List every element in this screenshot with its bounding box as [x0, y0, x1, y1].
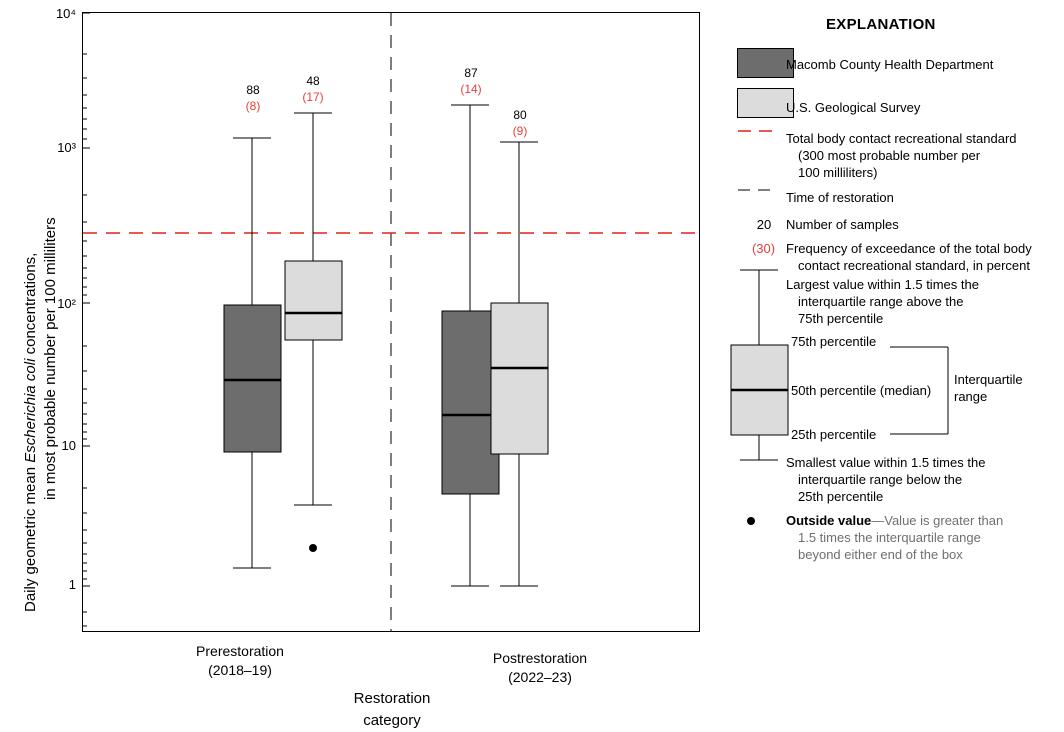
legend-label-outside-value [786, 512, 1064, 563]
y-axis-subtitle-text: in most probable number per 100 milliliters [42, 217, 59, 500]
x-axis-title [292, 688, 492, 732]
legend-label-p25: 25th percentile [791, 427, 877, 442]
legend-standard-line2: (300 most probable number per [798, 148, 981, 163]
legend-label-time-of-restoration: Time of restoration [786, 190, 894, 205]
legend-label-mchd: Macomb County Health Department [786, 57, 994, 72]
x-tick-line2: (2022–23) [508, 669, 572, 685]
legend-label-iqr [954, 371, 1064, 405]
legend-sample-number: 20 [756, 217, 772, 232]
x-tick-label-prerestoration [140, 642, 340, 680]
legend-smallest-line1: Smallest value within 1.5 times the [786, 455, 986, 470]
legend-label-p50: 50th percentile (median) [791, 383, 932, 398]
box-annotation-n-3: 87 [464, 66, 478, 80]
legend-exceedance-line2: contact recreational standard, in percent [798, 258, 1030, 273]
y-axis-title-part2: concentrations, [22, 252, 39, 359]
box-annotation-n-1: 88 [246, 83, 260, 97]
x-tick-line1: Prerestoration [196, 643, 284, 659]
legend-label-exceedance [786, 240, 1064, 274]
x-tick-line2: (2018–19) [208, 662, 272, 678]
y-axis-title-part1: Daily geometric mean [22, 462, 39, 612]
legend-outside-bold: Outside value [786, 513, 872, 528]
y-tick-label-100: 10² [57, 296, 76, 311]
legend-exceedance-line1: Frequency of exceedance of the total body [786, 241, 1032, 256]
legend [734, 8, 1056, 608]
legend-largest-line2: interquartile range above the [798, 294, 964, 309]
box-annotation-n-2: 48 [306, 74, 320, 88]
y-axis-title-italic: Escherichia coli [22, 358, 39, 463]
legend-outside-line3: beyond either end of the box [798, 547, 963, 562]
legend-label-standard [786, 130, 1064, 181]
legend-largest-line1: Largest value within 1.5 times the [786, 277, 979, 292]
legend-iqr-line2: range [954, 389, 988, 404]
box-annotation-pct-4: (9) [512, 124, 528, 138]
y-axis-subtitle [42, 217, 59, 500]
box-annotation-pct-3: (14) [460, 82, 482, 96]
x-tick-label-postrestoration [440, 649, 640, 687]
legend-smallest-line2: interquartile range below the [798, 472, 963, 487]
legend-outside-rest: —Value is greater than [871, 513, 1004, 528]
legend-label-samples: Number of samples [786, 217, 899, 232]
y-tick-label-10: 10 [61, 438, 76, 453]
legend-label-smallest-value [786, 454, 1064, 505]
x-axis-title-line2: category [363, 712, 421, 729]
box-annotation-pct-1: (8) [245, 99, 261, 113]
legend-largest-line3: 75th percentile [798, 311, 884, 326]
legend-label-usgs: U.S. Geological Survey [786, 100, 921, 115]
y-tick-label-1000: 10³ [57, 140, 76, 155]
legend-label-largest-value [786, 276, 1064, 327]
legend-standard-line3: 100 milliliters) [798, 165, 878, 180]
box-annotation-pct-2: (17) [302, 90, 324, 104]
x-tick-line1: Postrestoration [492, 650, 588, 666]
y-axis-title [22, 253, 39, 612]
legend-iqr-line1: Interquartile [954, 372, 1023, 387]
legend-smallest-line3: 25th percentile [798, 489, 884, 504]
box-annotation-n-4: 80 [513, 108, 527, 122]
y-tick-label-10000: 10⁴ [55, 6, 76, 21]
legend-standard-line1: Total body contact recreational standard [786, 131, 1017, 146]
legend-label-p75: 75th percentile [791, 334, 877, 349]
y-tick-label-1: 1 [68, 577, 76, 592]
legend-title: EXPLANATION [826, 16, 936, 33]
legend-outside-line2: 1.5 times the interquartile range [798, 530, 981, 545]
x-axis-title-line1: Restoration [353, 690, 431, 707]
legend-exceedance-number: (30) [751, 241, 776, 256]
plot-area [82, 12, 700, 632]
